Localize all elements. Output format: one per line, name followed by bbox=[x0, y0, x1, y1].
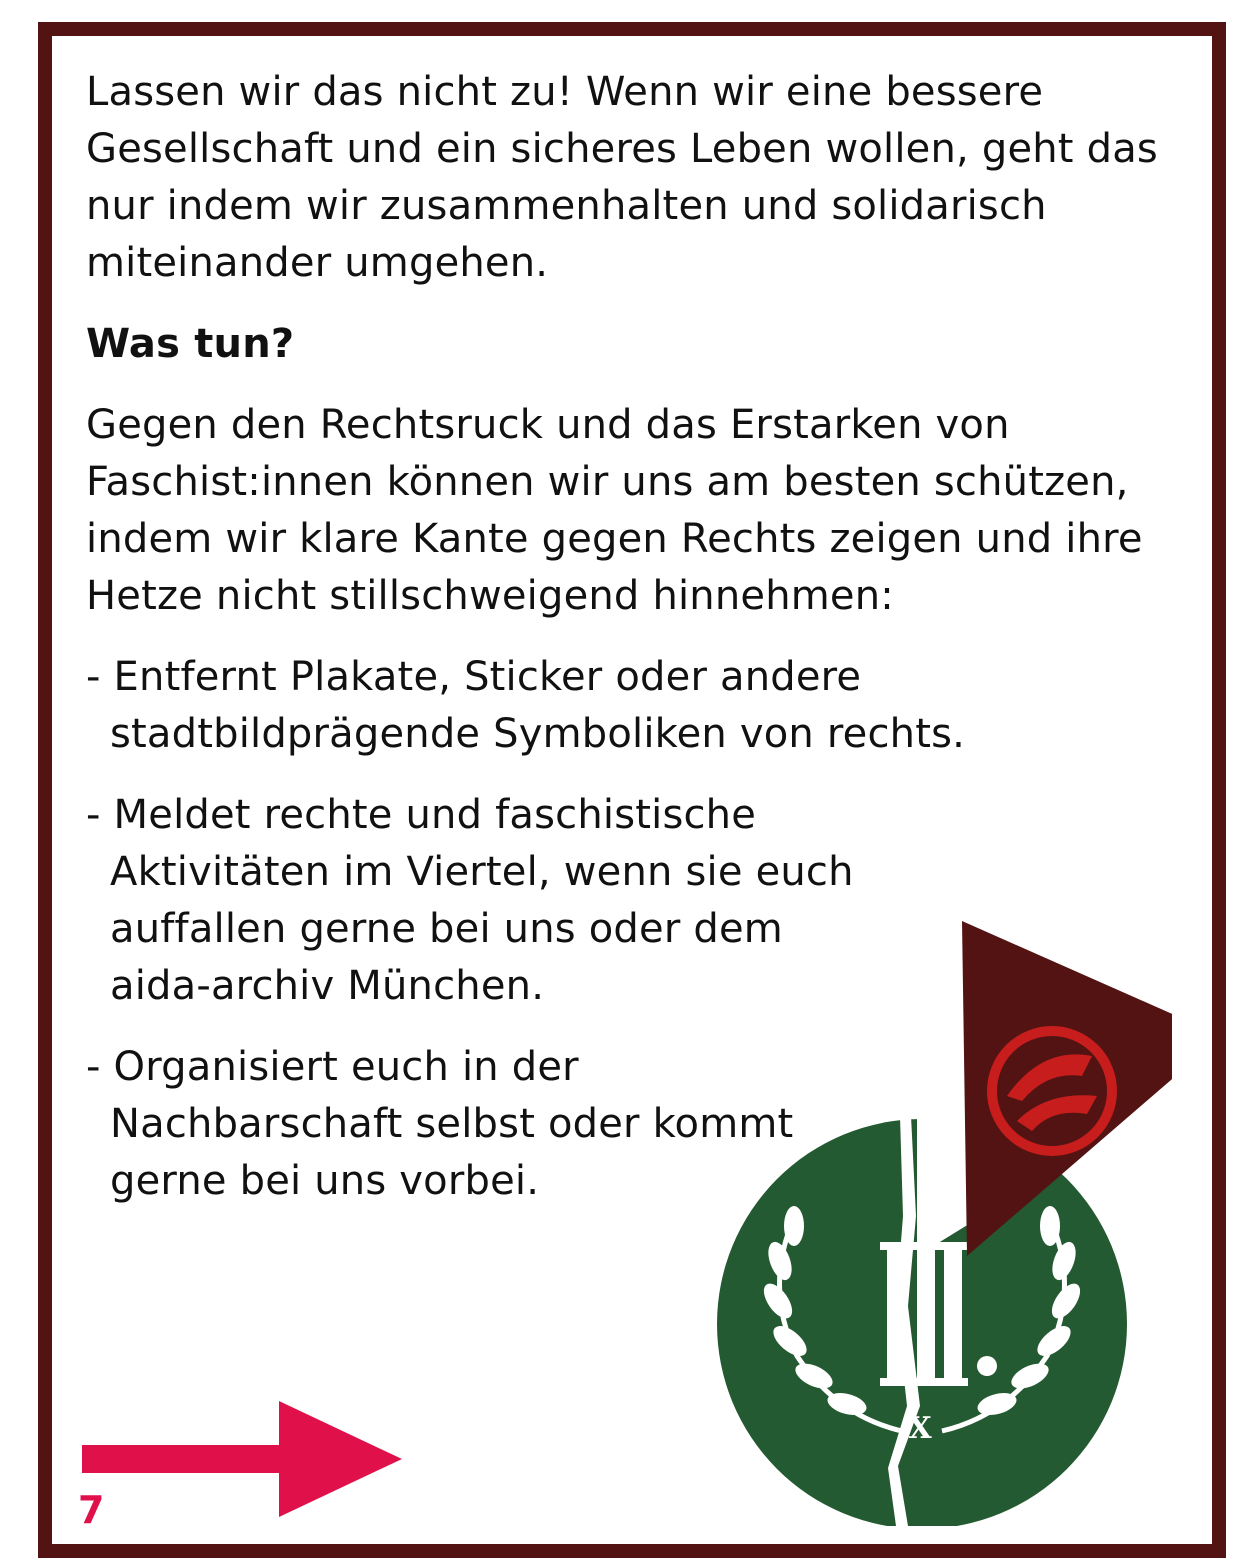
bullet-item-organize: - Organisiert euch in der Nachbarschaft selbst oder kommt gerne bei uns vorbei. bbox=[86, 1044, 794, 1204]
body-paragraph: Gegen den Rechtsruck und das Erstarken von Faschist:innen können wir uns am besten schützen, indem wir klare Kante gegen Rechts zeigen und ihre Hetze nicht stillschweigend hinnehmen: bbox=[86, 402, 1143, 619]
right-arrow-icon bbox=[82, 1401, 402, 1517]
svg-text:X: X bbox=[908, 1411, 932, 1446]
section-heading: Was tun? bbox=[86, 321, 295, 367]
page-frame bbox=[38, 22, 1226, 1558]
emblem-graphic bbox=[702, 886, 1172, 1526]
bullet-item-remove-posters: - Entfernt Plakate, Sticker oder andere stadtbildprägende Symboliken von rechts. bbox=[86, 654, 966, 757]
bullet-item-report-activities: - Meldet rechte und faschistische Aktivitäten im Viertel, wenn sie euch auffallen gerne bei uns oder dem aida-archiv München. bbox=[86, 792, 854, 1009]
page-number: 7 bbox=[78, 1488, 105, 1532]
intro-paragraph: Lassen wir das nicht zu! Wenn wir eine bessere Gesellschaft und ein sicheres Leben wollen, geht das nur indem wir zusammenhalten und solidarisch miteinander umgehen. bbox=[86, 69, 1158, 286]
